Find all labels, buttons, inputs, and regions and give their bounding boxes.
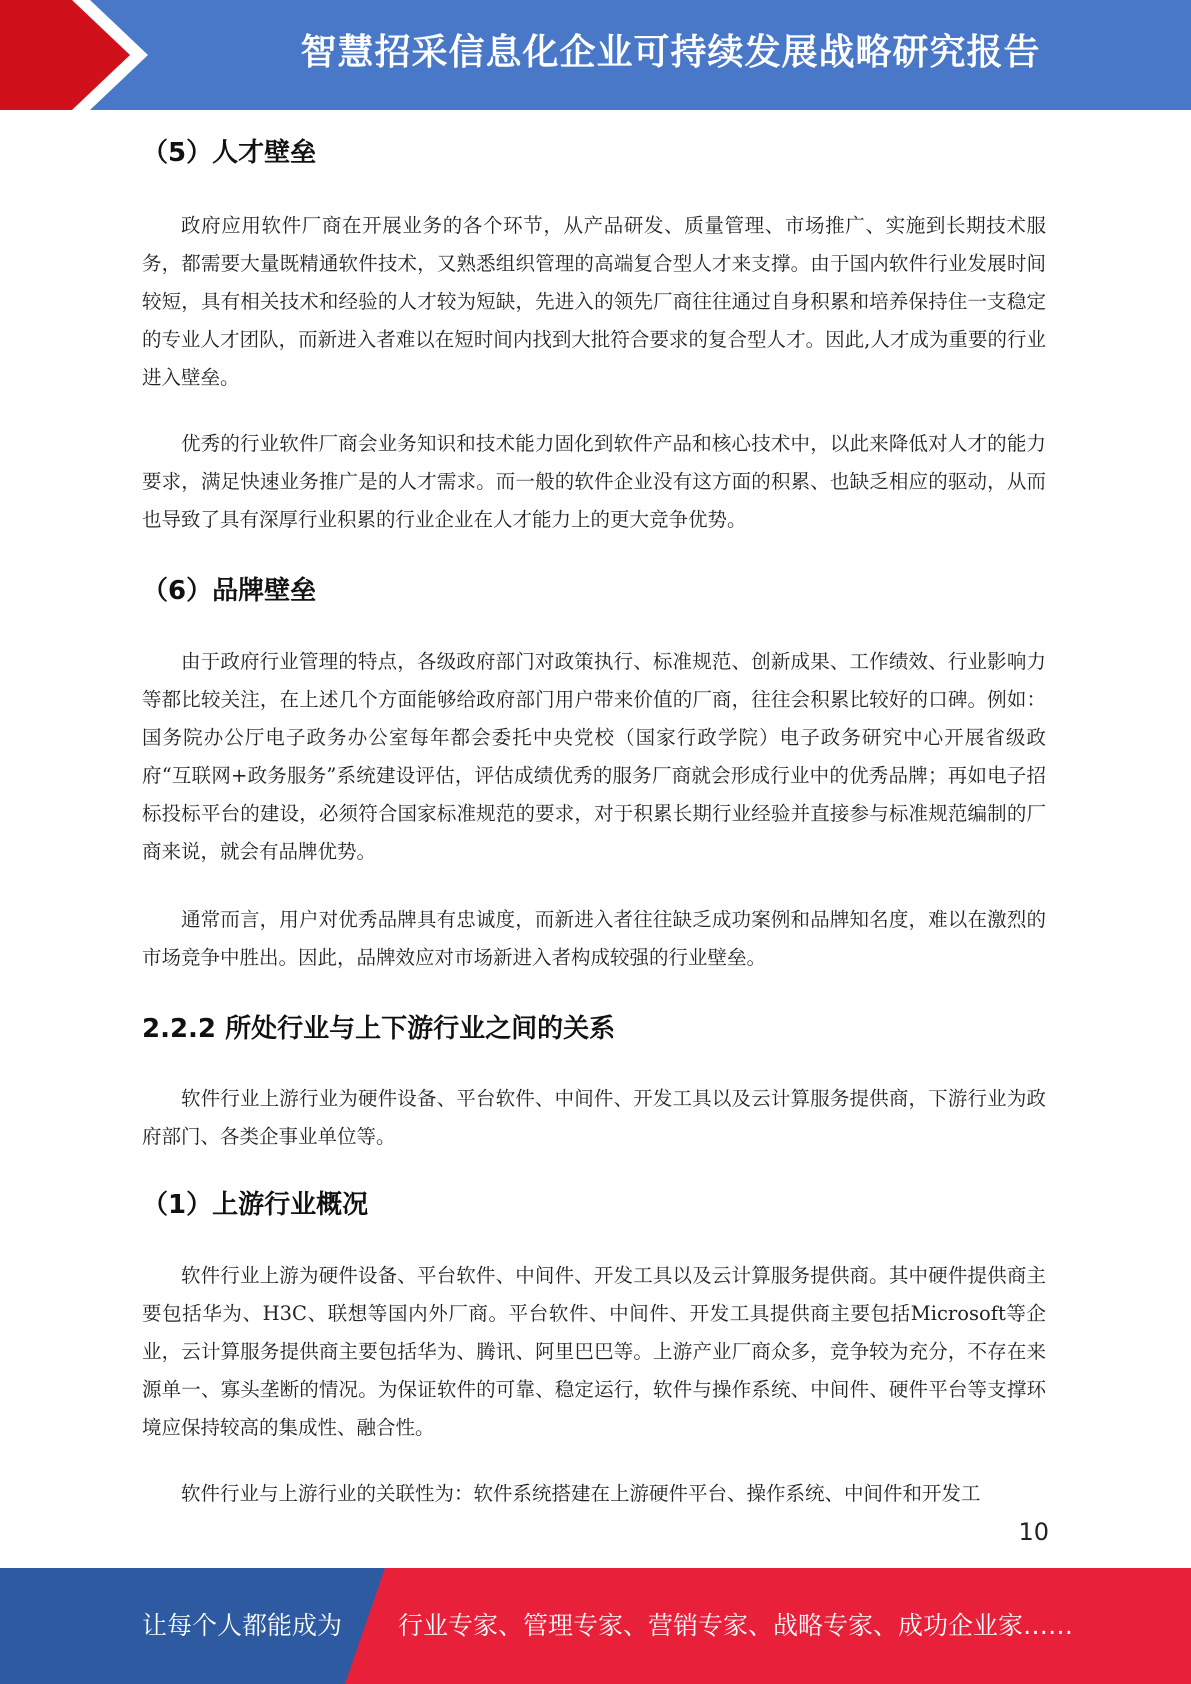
paragraph: 由于政府行业管理的特点，各级政府部门对政策执行、标准规范、创新成果、工作绩效、行业影响力等都比较关注，在上述几个方面能够给政府部门用户带来价值的厂商，往往会积累比较好的口碑。例如：国务院办公厅电子政务办公室每年都会委托中央党校（国家行政学院）电子政务研究中心开展省级政府“互联网+政务服务”系统建设评估，评估成绩优秀的服务厂商就会形成行业中的优秀品牌；再如电子招标投标平台的建设，必须符合国家标准规范的要求，对于积累长期行业经验并直接参与标准规范编制的厂商来说，就会有品牌优势。: [142, 650, 1046, 863]
paragraph: 软件行业上游行业为硬件设备、平台软件、中间件、开发工具以及云计算服务提供商，下游行业为政府部门、各类企事业单位等。: [142, 1087, 1046, 1148]
header-red-arrow-shape: [0, 0, 160, 110]
page-number: 10: [1018, 1518, 1049, 1546]
paragraph: 优秀的行业软件厂商会业务知识和技术能力固化到软件产品和核心技术中，以此来降低对人才的能力要求，满足快速业务推广是的人才需求。而一般的软件企业没有这方面的积累、也缺乏相应的驱动，从而也导致了具有深厚行业积累的行业企业在人才能力上的更大竞争优势。: [142, 432, 1046, 531]
paragraph: 政府应用软件厂商在开展业务的各个环节，从产品研发、质量管理、市场推广、实施到长期技术服务，都需要大量既精通软件技术，又熟悉组织管理的高端复合型人才来支撑。由于国内软件行业发展时间较短，具有相关技术和经验的人才较为短缺，先进入的领先厂商往往通过自身积累和培养保持住一支稳定的专业人才团队，而新进入者难以在短时间内找到大批符合要求的复合型人才。因此,人才成为重要的行业进入壁垒。: [142, 214, 1046, 389]
paragraph: 软件行业与上游行业的关联性为：软件系统搭建在上游硬件平台、操作系统、中间件和开发工: [181, 1482, 981, 1505]
paragraph: 软件行业上游为硬件设备、平台软件、中间件、开发工具以及云计算服务提供商。其中硬件提供商主要包括华为、H3C、联想等国内外厂商。平台软件、中间件、开发工具提供商主要包括Microsoft等企业，云计算服务提供商主要包括华为、腾讯、阿里巴巴等。上游产业厂商众多，竞争较为充分，不存在来源单一、寡头垄断的情况。为保证软件的可靠、稳定运行，软件与操作系统、中间件、硬件平台等支撑环境应保持较高的集成性、融合性。: [142, 1264, 1046, 1439]
section-heading-talent-barrier: （5）人才壁垒: [142, 138, 317, 168]
page-header-banner: [0, 0, 1191, 110]
footer-slogan-left: 让每个人都能成为: [142, 1611, 343, 1640]
report-title: 智慧招采信息化企业可持续发展战略研究报告: [300, 32, 1041, 73]
page-footer-banner: [0, 1568, 1191, 1684]
paragraph: 通常而言，用户对优秀品牌具有忠诚度，而新进入者往往缺乏成功案例和品牌知名度，难以在激烈的市场竞争中胜出。因此，品牌效应对市场新进入者构成较强的行业壁垒。: [142, 908, 1046, 969]
section-heading-upstream-overview: （1）上游行业概况: [142, 1190, 369, 1220]
section-heading-brand-barrier: （6）品牌壁垒: [142, 576, 317, 606]
section-heading-industry-relations: 2.2.2 所处行业与上下游行业之间的关系: [142, 1014, 616, 1044]
footer-slogan-right: 行业专家、管理专家、营销专家、战略专家、成功企业家……: [398, 1611, 1074, 1640]
